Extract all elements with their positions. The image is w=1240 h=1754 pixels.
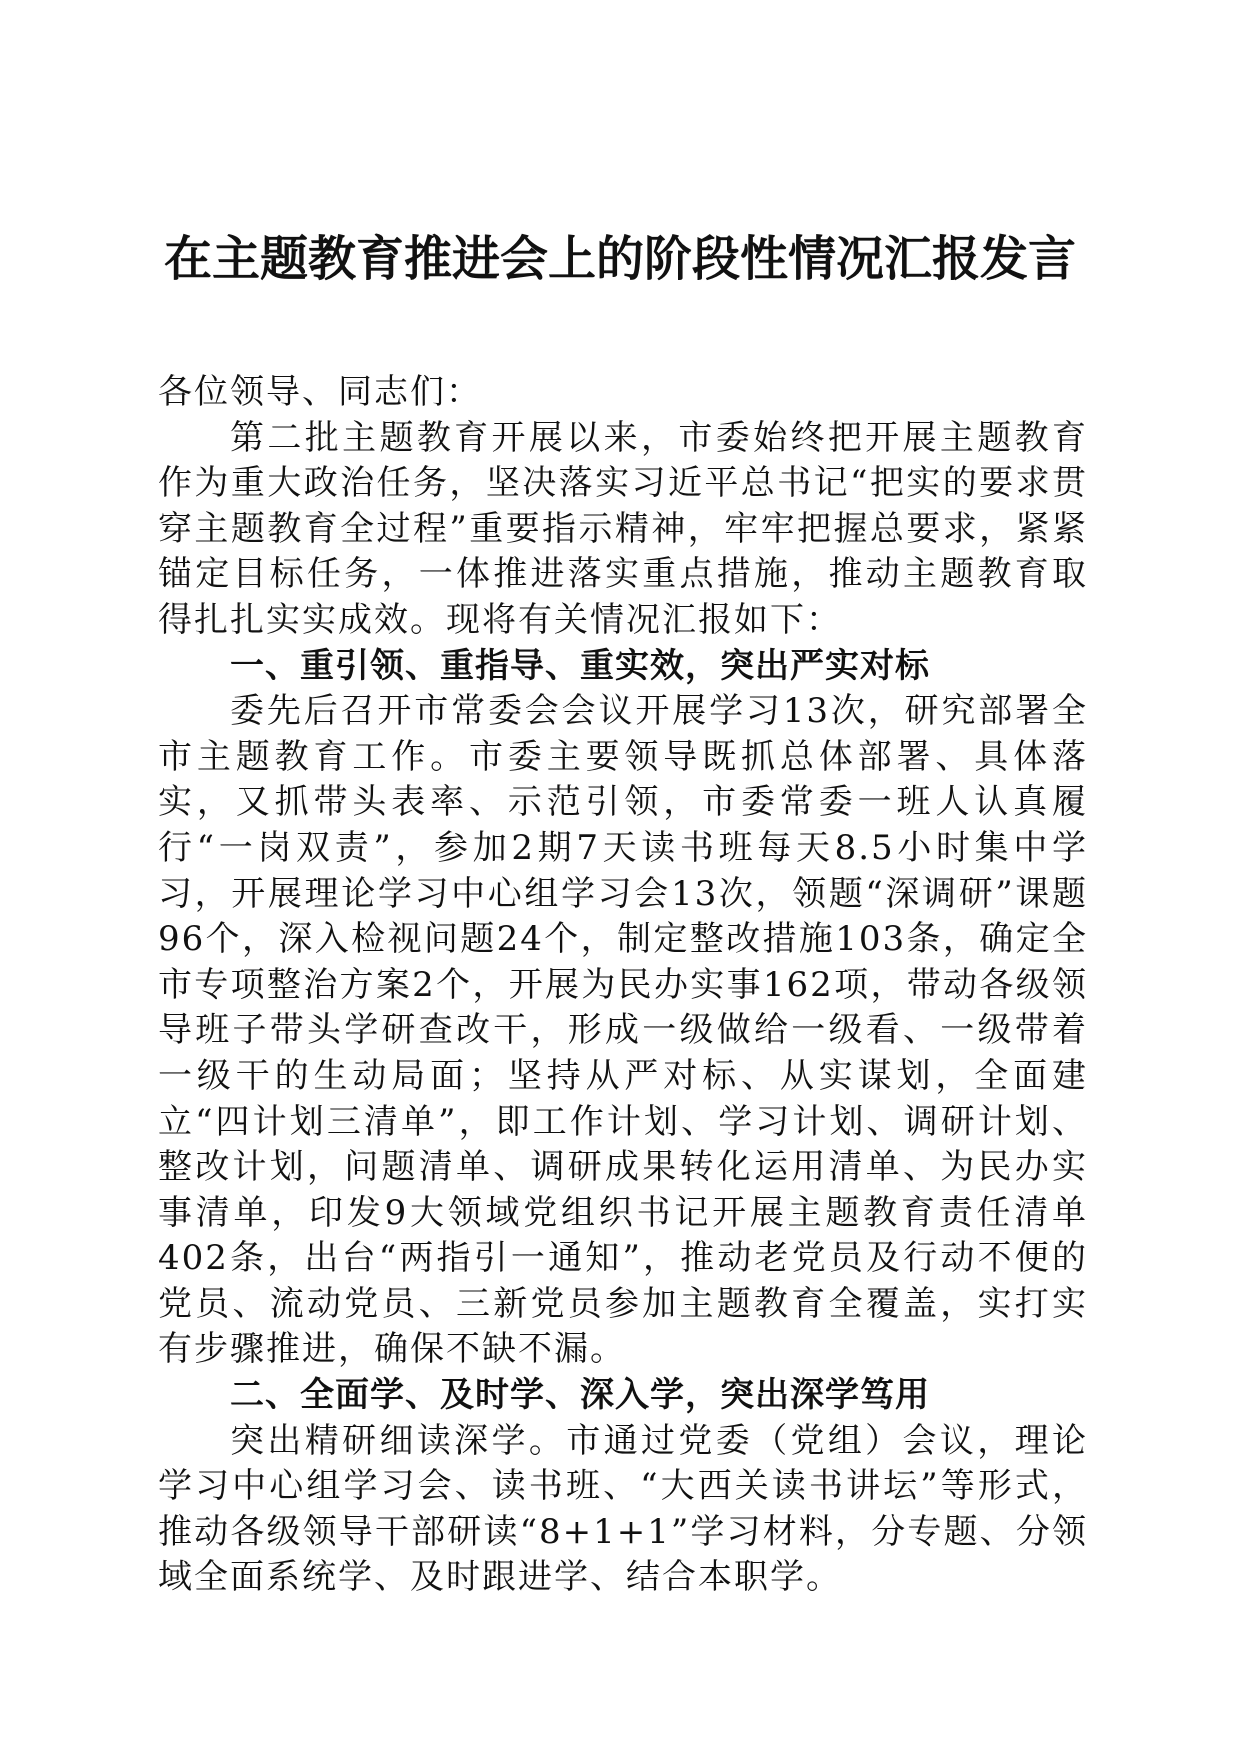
section-heading-1: 一、重引领、重指导、重实效，突出严实对标 [230,645,930,686]
section-paragraph-2: 突出精研细读深学。市通过党委（党组）会议，理论学习中心组学习会、读书班、“大西关读书讲坛”等形式，推动各级领导干部研读“8+1+1”学习材料，分专题、分领域全面系统学、及时跟进学、结合本职学。 [158,1420,1088,1598]
section-heading-2: 二、全面学、及时学、深入学，突出深学笃用 [230,1375,930,1416]
document-body [158,370,1088,1601]
intro-paragraph: 第二批主题教育开展以来，市委始终把开展主题教育作为重大政治任务，坚决落实习近平总书记“把实的要求贯穿主题教育全过程”重要指示精神，牢牢把握总要求，紧紧锚定目标任务，一体推进落实重点措施，推动主题教育取得扎扎实实成效。现将有关情况汇报如下： [158,417,1088,640]
document-title: 在主题教育推进会上的阶段性情况汇报发言 [163,231,1076,287]
salutation: 各位领导、同志们： [158,372,482,412]
section-paragraph-1: 委先后召开市常委会会议开展学习13次，研究部署全市主题教育工作。市委主要领导既抓总体部署、具体落实，又抓带头表率、示范引领，市委常委一班人认真履行“一岗双责”，参加2期7天读书班每天8.5小时集中学习，开展理论学习中心组学习会13次，领题“深调研”课题96个，深入检视问题24个，制定整改措施103条，确定全市专项整治方案2个，开展为民办实事162项，带动各级领导班子带头学研查改干，形成一级做给一级看、一级带着一级干的生动局面；坚持从严对标、从实谋划，全面建立“四计划三清单”，即工作计划、学习计划、调研计划、整改计划，问题清单、调研成果转化运用清单、为民办实事清单，印发9大领域党组织书记开展主题教育责任清单402条，出台“两指引一通知”，推动老党员及行动不便的党员、流动党员、三新党员参加主题教育全覆盖，实打实有步骤推进，确保不缺不漏。 [158,691,1088,1370]
